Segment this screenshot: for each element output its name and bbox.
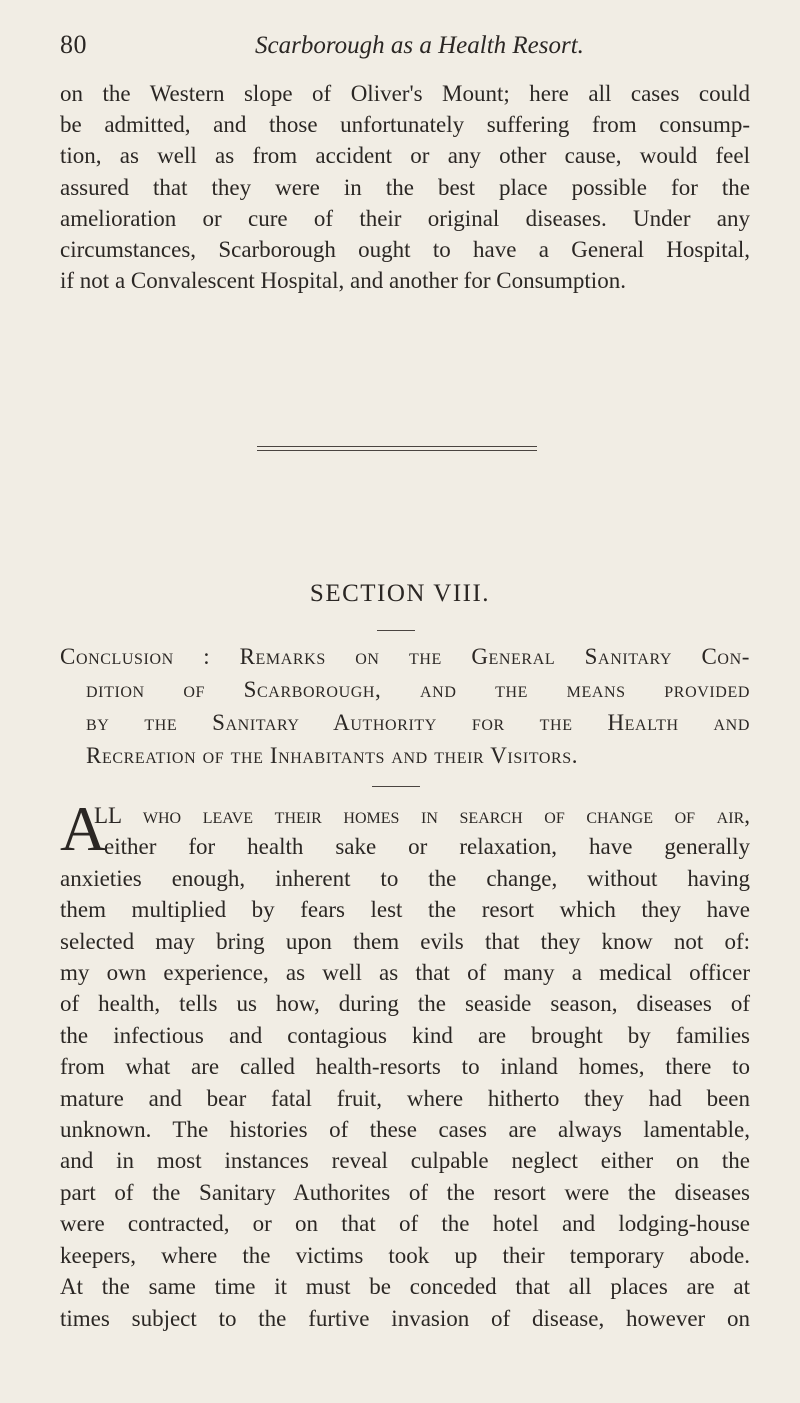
drop-cap: A — [60, 793, 107, 864]
text-line: circumstances, Scarborough ought to have a General Hospital, — [60, 237, 750, 263]
opening-line-group — [60, 793, 750, 864]
text-line: were contracted, or on that of the hotel and lodging-house — [60, 1211, 750, 1237]
summary-line: by the Sanitary Authority for the Health and — [86, 710, 750, 735]
body-paragraph — [60, 793, 750, 1334]
text-line: mature and bear fatal fruit, where hitherto they had been — [60, 1085, 750, 1111]
text-line: part of the Sanitary Authorites of the resort were the diseases — [60, 1179, 750, 1205]
summary-line: dition of Scarborough, and the means provided — [86, 677, 750, 702]
section-divider — [257, 446, 537, 454]
page-number: 80 — [60, 30, 87, 59]
running-title: Scarborough as a Health Resort. — [255, 32, 584, 59]
section-title: SECTION VIII. — [309, 580, 491, 607]
text-line: of health, tells us how, during the seaside season, diseases of — [60, 991, 750, 1017]
text-line: tion, as well as from accident or any other cause, would feel — [60, 143, 750, 169]
text-line: keepers, where the victims took up their temporary abode. — [60, 1242, 750, 1268]
summary-line: Conclusion : Remarks on the General Sanitary Con- — [60, 644, 750, 669]
text-line: anxieties enough, inherent to the change, without having — [60, 865, 750, 891]
text-line: them multiplied by fears lest the resort which they have — [60, 897, 750, 923]
text-line: times subject to the furtive invasion of disease, however on — [60, 1305, 750, 1331]
divider-line — [257, 450, 537, 451]
text-line: selected may bring upon them evils that they know not of: — [60, 928, 750, 954]
summary-line: Recreation of the Inhabitants and their Visitors. — [86, 743, 579, 768]
text-line: amelioration or cure of their original diseases. Under any — [60, 205, 750, 231]
short-rule — [377, 630, 415, 631]
text-line: the infectious and contagious kind are brought by families — [60, 1022, 750, 1048]
text-line: and in most instances reveal culpable neglect either on the — [60, 1148, 750, 1174]
text-line: At the same time it must be conceded that all places are at — [60, 1274, 750, 1300]
text-line: from what are called health-resorts to inland homes, there to — [60, 1054, 750, 1080]
text-line: if not a Convalescent Hospital, and another for Consumption. — [60, 268, 626, 294]
text-line: unknown. The histories of these cases are always lamentable, — [60, 1117, 750, 1143]
intro-paragraph — [60, 78, 750, 296]
short-rule — [372, 786, 420, 787]
divider-line — [257, 446, 537, 447]
section-summary — [60, 640, 750, 772]
opening-line: LL who leave their homes in search of change of air, — [94, 803, 750, 828]
text-line: be admitted, and those unfortunately suffering from consump- — [60, 112, 750, 138]
text-line: either for health sake or relaxation, have generally — [104, 834, 750, 860]
text-line: assured that they were in the best place possible for the — [60, 174, 750, 200]
text-line: on the Western slope of Oliver's Mount; here all cases could — [60, 81, 750, 106]
text-line: my own experience, as well as that of many a medical officer — [60, 960, 750, 986]
running-head — [60, 30, 750, 70]
